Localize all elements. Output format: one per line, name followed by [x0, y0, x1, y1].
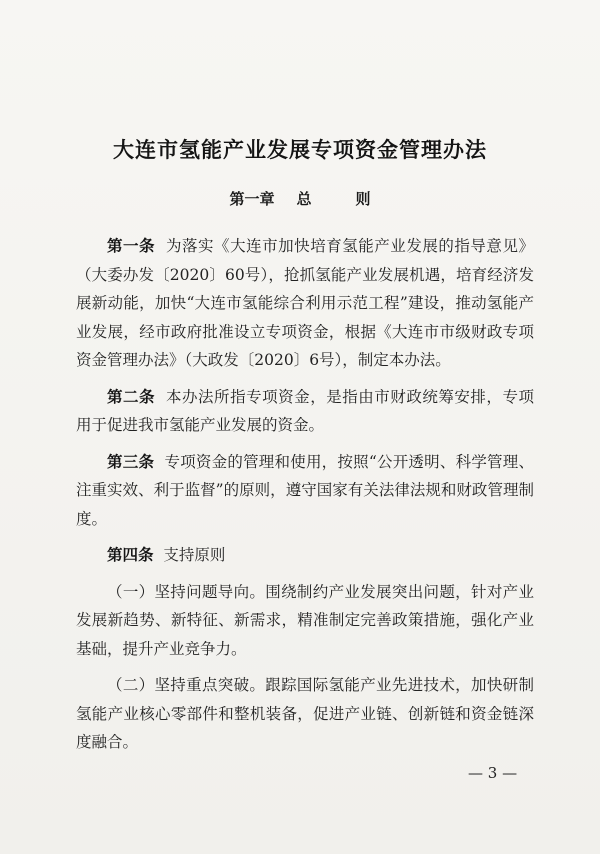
- article-3: [76, 448, 534, 534]
- chapter-title-1: 总: [296, 190, 312, 208]
- article-text: 专项资金的管理和使用，按照“公开透明、科学管理、注重实效、利于监督”的原则，遵守国家有关法律法规和财政管理制度。: [76, 452, 534, 528]
- article-label: 第三条: [107, 451, 155, 471]
- article-text: 本办法所指专项资金，是指由市财政统筹安排，专项用于促进我市氢能产业发展的资金。: [76, 387, 534, 434]
- article-2: [76, 383, 534, 440]
- page-number: — 3 —: [468, 764, 518, 782]
- document-title: 大连市氢能产业发展专项资金管理办法: [113, 137, 487, 162]
- article-label: 第四条: [107, 545, 154, 564]
- document-body: [76, 232, 534, 765]
- article-4: [76, 541, 534, 570]
- item-2: （二）坚持重点突破。跟踪国际氢能产业先进技术，加快研制氢能产业核心零部件和整机装备，促进产业链、创新链和资金链深度融合。: [76, 676, 534, 751]
- chapter-heading: [0, 188, 600, 209]
- chapter-title-2: 则: [355, 190, 371, 208]
- article-text: 为落实《大连市加快培育氢能产业发展的指导意见》（大委办发〔2020〕60号），抢抓氢能产业发展机遇，培育经济发展新动能，加快“大连市氢能综合利用示范工程”建设，推动氢能产业发展，经市政府批准设立专项资金，根据《大连市市级财政专项资金管理办法》（大政发〔2020〕6号），制定本办法。: [76, 237, 534, 369]
- article-label: 第二条: [107, 386, 156, 406]
- article-label: 第一条: [107, 236, 156, 255]
- article-text: 支持原则: [163, 546, 226, 564]
- item-1: （一）坚持问题导向。围绕制约产业发展突出问题，针对产业发展新趋势、新特征、新需求，精准制定完善政策措施，强化产业基础，提升产业竞争力。: [76, 582, 534, 658]
- chapter-number: 第一章: [229, 190, 275, 208]
- article-1: [76, 232, 534, 375]
